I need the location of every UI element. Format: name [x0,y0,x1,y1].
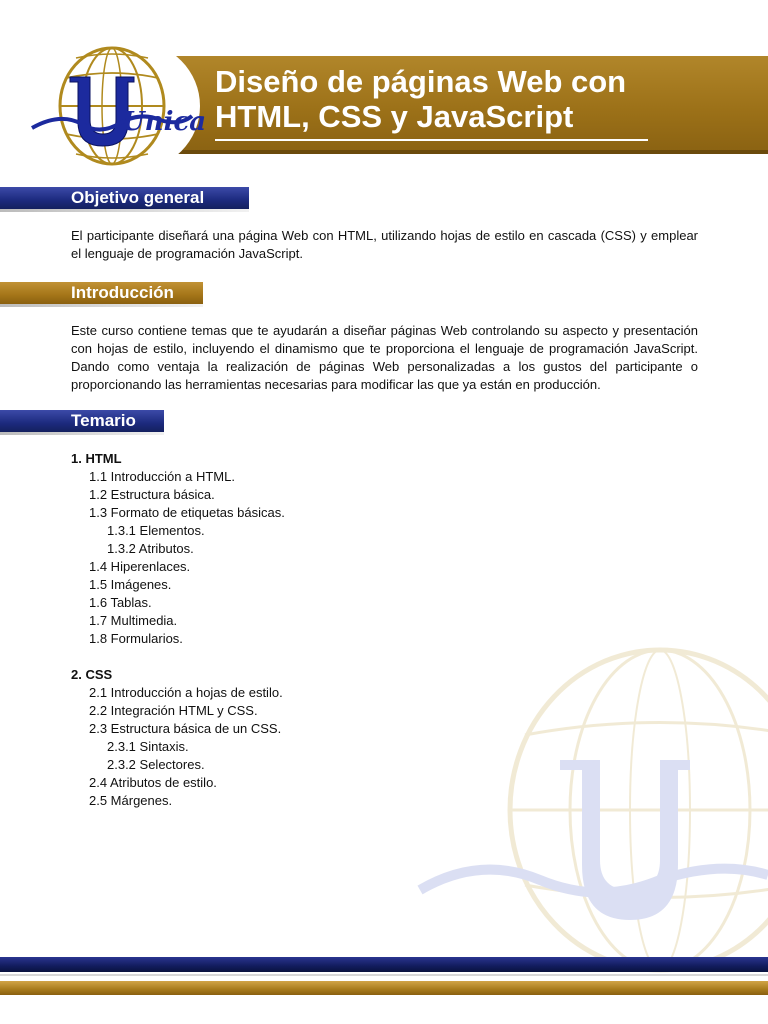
list-item: 2.2 Integración HTML y CSS. [89,703,258,718]
list-item: 2.1 Introducción a hojas de estilo. [89,685,283,700]
title-underline [215,139,648,141]
footer-bar-gold [0,981,768,995]
footer-bar-blue [0,957,768,972]
list-item: 1.3.2 Atributos. [107,541,194,556]
title-line-2: HTML, CSS y JavaScript [215,99,574,134]
list-item: 2.4 Atributos de estilo. [89,775,217,790]
list-item: 1.3.1 Elementos. [107,523,205,538]
list-item: 1.7 Multimedia. [89,613,178,628]
list-item: 2.3 Estructura básica de un CSS. [89,721,282,736]
list-item: 1.4 Hiperenlaces. [89,559,191,574]
title-line-1: Diseño de páginas Web con [215,64,627,99]
list-item: 1.1 Introducción a HTML. [89,469,235,484]
introduccion-text: Este curso contiene temas que te ayudarán a diseñar páginas Web controlando su aspecto y presentación con hojas de estilo, incluyendo el dinamismo que te proporciona el lenguaje de programación JavaScript. Dando como ventaja la realización de páginas Web personalizadas a los gustos del participante o proporcionando las herramientas necesarias para modificar las que ya están en producción. [71,323,698,392]
list-item: 2.5 Márgenes. [89,793,173,808]
section-header-introduccion: Introducción [0,282,203,304]
logo-text: Unica [122,107,207,137]
section-header-objetivo: Objetivo general [0,187,249,209]
globe-logo-icon [30,42,207,170]
temario-heading-html: 1. HTML [71,451,122,466]
header-banner-shadow [150,150,768,154]
temario-list [71,450,285,810]
section-header-temario: Temario [0,410,164,432]
footer-divider [0,974,768,976]
list-spacer [71,648,285,666]
page-title [215,64,755,134]
list-item: 1.2 Estructura básica. [89,487,215,502]
list-item: 2.3.1 Sintaxis. [107,739,189,754]
globe-watermark-icon [420,640,768,960]
list-item: 2.3.2 Selectores. [107,757,205,772]
objetivo-text: El participante diseñará una página Web con HTML, utilizando hojas de estilo en cascada (CSS) y emplear el lenguaje de programación JavaScript. [71,228,698,261]
list-item: 1.5 Imágenes. [89,577,172,592]
temario-heading-css: 2. CSS [71,667,113,682]
list-item: 1.8 Formularios. [89,631,183,646]
list-item: 1.3 Formato de etiquetas básicas. [89,505,285,520]
list-item: 1.6 Tablas. [89,595,152,610]
